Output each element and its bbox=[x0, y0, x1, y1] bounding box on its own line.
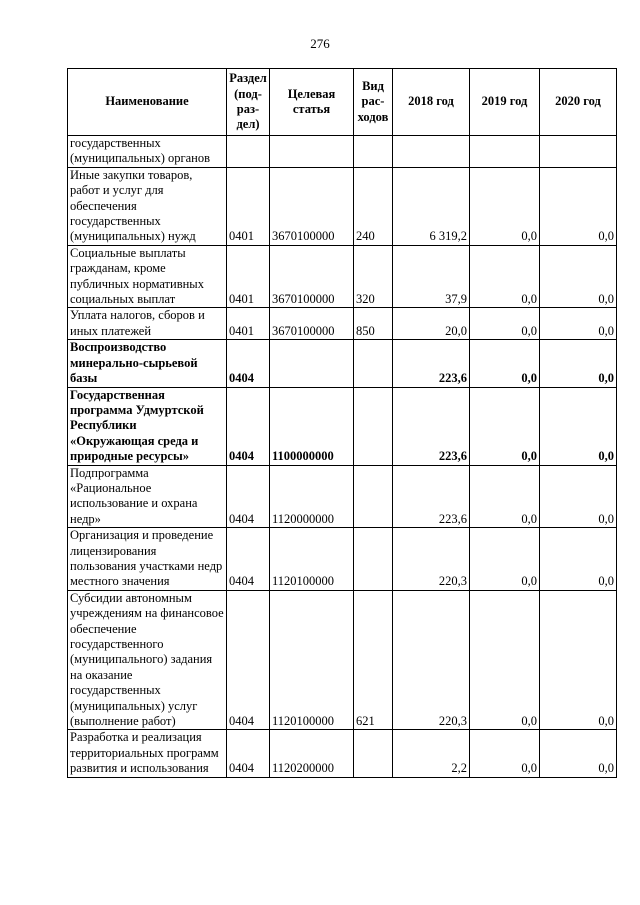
row-article: 1120000000 bbox=[270, 465, 354, 528]
table-row bbox=[68, 167, 617, 245]
row-kind bbox=[354, 528, 393, 591]
row-kind bbox=[354, 465, 393, 528]
row-2020: 0,0 bbox=[540, 528, 617, 591]
row-2020 bbox=[540, 136, 617, 168]
row-2020: 0,0 bbox=[540, 308, 617, 340]
header-kind: Вид рас- ходов bbox=[354, 69, 393, 136]
row-name: Организация и проведение лицензирования пользования участками недр местного значения bbox=[68, 528, 227, 591]
row-article bbox=[270, 340, 354, 387]
row-kind bbox=[354, 387, 393, 465]
row-2019: 0,0 bbox=[470, 245, 540, 308]
header-row bbox=[68, 69, 617, 136]
header-2018: 2018 год bbox=[393, 69, 470, 136]
row-article: 3670100000 bbox=[270, 245, 354, 308]
table-row bbox=[68, 245, 617, 308]
row-kind bbox=[354, 730, 393, 777]
row-article bbox=[270, 136, 354, 168]
row-2020: 0,0 bbox=[540, 387, 617, 465]
table-row bbox=[68, 590, 617, 730]
row-2020: 0,0 bbox=[540, 590, 617, 730]
header-section: Раздел (под- раз- дел) bbox=[227, 69, 270, 136]
header-article: Целевая статья bbox=[270, 69, 354, 136]
row-2018: 220,3 bbox=[393, 590, 470, 730]
row-name: Подпрограмма «Рациональное использование и охрана недр» bbox=[68, 465, 227, 528]
row-2018: 223,6 bbox=[393, 465, 470, 528]
row-name: Разработка и реализация территориальных программ развития и использования bbox=[68, 730, 227, 777]
row-2019: 0,0 bbox=[470, 387, 540, 465]
row-2019: 0,0 bbox=[470, 308, 540, 340]
row-kind: 240 bbox=[354, 167, 393, 245]
row-2018: 6 319,2 bbox=[393, 167, 470, 245]
row-2018 bbox=[393, 136, 470, 168]
row-kind: 850 bbox=[354, 308, 393, 340]
row-article: 1120200000 bbox=[270, 730, 354, 777]
row-name: Уплата налогов, сборов и иных платежей bbox=[68, 308, 227, 340]
row-2020: 0,0 bbox=[540, 730, 617, 777]
row-2018: 223,6 bbox=[393, 387, 470, 465]
row-2018: 223,6 bbox=[393, 340, 470, 387]
row-2019: 0,0 bbox=[470, 590, 540, 730]
row-article: 3670100000 bbox=[270, 167, 354, 245]
row-2018: 20,0 bbox=[393, 308, 470, 340]
row-section: 0401 bbox=[227, 167, 270, 245]
header-2020: 2020 год bbox=[540, 69, 617, 136]
row-kind bbox=[354, 340, 393, 387]
budget-table bbox=[67, 68, 617, 778]
row-kind: 320 bbox=[354, 245, 393, 308]
row-2019: 0,0 bbox=[470, 730, 540, 777]
row-section bbox=[227, 136, 270, 168]
row-article: 1100000000 bbox=[270, 387, 354, 465]
header-name: Наименование bbox=[68, 69, 227, 136]
row-2019: 0,0 bbox=[470, 465, 540, 528]
row-name: государственных (муниципальных) органов bbox=[68, 136, 227, 168]
row-2019 bbox=[470, 136, 540, 168]
table-row bbox=[68, 387, 617, 465]
row-2019: 0,0 bbox=[470, 167, 540, 245]
row-2020: 0,0 bbox=[540, 245, 617, 308]
row-section: 0404 bbox=[227, 340, 270, 387]
row-2019: 0,0 bbox=[470, 340, 540, 387]
row-article: 1120100000 bbox=[270, 590, 354, 730]
row-2018: 220,3 bbox=[393, 528, 470, 591]
row-name: Государственная программа Удмуртской Республики «Окружающая среда и природные ресурсы» bbox=[68, 387, 227, 465]
row-name: Воспроизводство минерально-сырьевой базы bbox=[68, 340, 227, 387]
row-section: 0404 bbox=[227, 730, 270, 777]
row-2020: 0,0 bbox=[540, 465, 617, 528]
row-name: Субсидии автономным учреждениям на финансовое обеспечение государственного (муниципального) задания на оказание государственных (муниципальных) услуг (выполнение работ) bbox=[68, 590, 227, 730]
row-section: 0404 bbox=[227, 387, 270, 465]
table-row bbox=[68, 528, 617, 591]
row-section: 0404 bbox=[227, 528, 270, 591]
table-row bbox=[68, 465, 617, 528]
row-section: 0401 bbox=[227, 245, 270, 308]
table-row bbox=[68, 308, 617, 340]
row-name: Иные закупки товаров, работ и услуг для обеспечения государственных (муниципальных) нужд bbox=[68, 167, 227, 245]
row-kind: 621 bbox=[354, 590, 393, 730]
row-section: 0404 bbox=[227, 465, 270, 528]
row-article: 1120100000 bbox=[270, 528, 354, 591]
row-2020: 0,0 bbox=[540, 167, 617, 245]
page-number: 276 bbox=[310, 36, 330, 51]
row-2019: 0,0 bbox=[470, 528, 540, 591]
header-2019: 2019 год bbox=[470, 69, 540, 136]
row-section: 0401 bbox=[227, 308, 270, 340]
row-2018: 37,9 bbox=[393, 245, 470, 308]
row-2018: 2,2 bbox=[393, 730, 470, 777]
table-row bbox=[68, 136, 617, 168]
row-kind bbox=[354, 136, 393, 168]
table-row bbox=[68, 730, 617, 777]
row-name: Социальные выплаты гражданам, кроме публичных нормативных социальных выплат bbox=[68, 245, 227, 308]
row-2020: 0,0 bbox=[540, 340, 617, 387]
row-article: 3670100000 bbox=[270, 308, 354, 340]
table-row bbox=[68, 340, 617, 387]
row-section: 0404 bbox=[227, 590, 270, 730]
